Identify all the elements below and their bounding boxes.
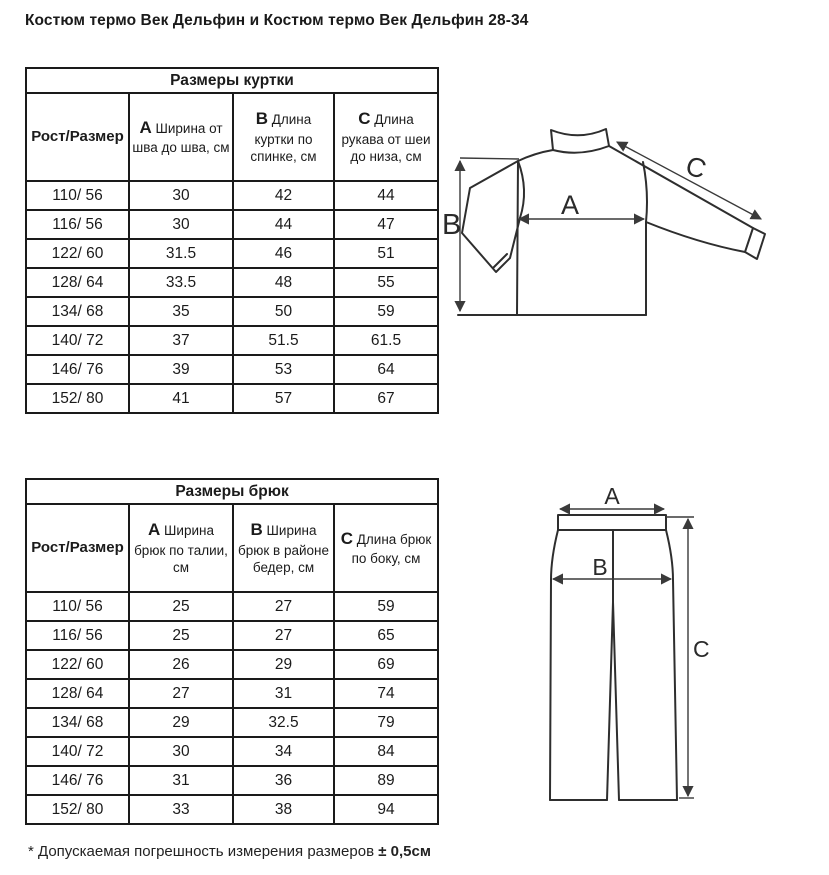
cell-c: 84 [334, 737, 438, 766]
cell-b: 57 [233, 384, 334, 413]
pants-right-side [666, 530, 677, 800]
table-row [26, 621, 438, 650]
pants-col-header-a [129, 504, 233, 592]
cell-c: 47 [334, 210, 438, 239]
cell-a: 29 [129, 708, 233, 737]
cell-b: 44 [233, 210, 334, 239]
col-letter-b: B [255, 109, 268, 129]
cell-b: 51.5 [233, 326, 334, 355]
cell-size: 152/ 80 [26, 795, 129, 824]
cell-b: 32.5 [233, 708, 334, 737]
size-column-label: Рост/Размер [31, 539, 124, 557]
cell-c: 65 [334, 621, 438, 650]
jacket-right-sleeve-top [609, 146, 753, 228]
cell-b: 27 [233, 621, 334, 650]
cell-a: 39 [129, 355, 233, 384]
cell-a: 33.5 [129, 268, 233, 297]
table-row [26, 737, 438, 766]
jacket-label-b: B [442, 209, 462, 241]
pants-inner-right-leg [613, 602, 619, 800]
col-desc-c: Длина рукава от шеи до низа, см [341, 112, 431, 165]
jacket-label-a: A [560, 190, 580, 220]
table-row [26, 766, 438, 795]
jacket-left-sleeve [462, 161, 520, 272]
cell-size: 146/ 76 [26, 766, 129, 795]
table-row [26, 210, 438, 239]
cell-size: 128/ 64 [26, 268, 129, 297]
table-row [26, 355, 438, 384]
cell-size: 146/ 76 [26, 355, 129, 384]
cell-b: 27 [233, 592, 334, 621]
table-row [26, 795, 438, 824]
col-letter-b: B [250, 520, 263, 540]
table-row [26, 181, 438, 210]
footnote-tolerance: ± 0,5см [378, 843, 431, 860]
cell-size: 134/ 68 [26, 297, 129, 326]
cell-b: 31 [233, 679, 334, 708]
cell-a: 26 [129, 650, 233, 679]
jacket-diagram [440, 100, 829, 350]
cell-a: 31.5 [129, 239, 233, 268]
table-row [26, 268, 438, 297]
col-letter-a: A [139, 118, 152, 138]
jacket-col-header-b [233, 93, 334, 181]
cell-c: 89 [334, 766, 438, 795]
pants-table-header-row [26, 504, 438, 592]
cell-c: 59 [334, 592, 438, 621]
jacket-right-sleeve-bottom [646, 222, 745, 252]
jacket-right-side [643, 162, 647, 315]
table-row [26, 650, 438, 679]
dimension-ext-b-top [460, 158, 519, 159]
cell-size: 152/ 80 [26, 384, 129, 413]
cell-a: 31 [129, 766, 233, 795]
pants-label-a: A [604, 483, 620, 509]
jacket-collar [551, 129, 609, 153]
cell-size: 140/ 72 [26, 737, 129, 766]
cell-a: 30 [129, 181, 233, 210]
cell-c: 79 [334, 708, 438, 737]
cell-c: 69 [334, 650, 438, 679]
col-letter-a: A [148, 520, 161, 540]
pants-label-b: B [592, 554, 608, 580]
jacket-col-header-a [129, 93, 233, 181]
jacket-table-header-row [26, 93, 438, 181]
col-desc-c: Длина брюк по боку, см [351, 532, 432, 567]
page-title: Костюм термо Век Дельфин и Костюм термо Век Дельфин 28-34 [25, 12, 529, 29]
col-desc-a: Ширина брюк по талии, см [134, 523, 228, 576]
cell-a: 25 [129, 592, 233, 621]
table-row [26, 708, 438, 737]
pants-col-header-size [26, 504, 129, 592]
jacket-table-title: Размеры куртки [26, 68, 438, 93]
cell-b: 36 [233, 766, 334, 795]
table-row [26, 679, 438, 708]
pants-label-c: C [693, 636, 710, 662]
col-desc-b: Длина куртки по спинке, см [250, 112, 317, 165]
col-desc-b: Ширина брюк в районе бедер, см [238, 523, 329, 576]
cell-size: 116/ 56 [26, 621, 129, 650]
jacket-table-title-row [26, 68, 438, 93]
cell-a: 33 [129, 795, 233, 824]
cell-a: 25 [129, 621, 233, 650]
table-row [26, 239, 438, 268]
table-row [26, 384, 438, 413]
cell-a: 27 [129, 679, 233, 708]
cell-size: 140/ 72 [26, 326, 129, 355]
footnote-text: * Допускаемая погрешность измерения размеров [28, 843, 375, 860]
cell-b: 34 [233, 737, 334, 766]
col-letter-c: C [340, 529, 353, 549]
cell-b: 50 [233, 297, 334, 326]
cell-a: 30 [129, 210, 233, 239]
cell-c: 44 [334, 181, 438, 210]
jacket-left-cuff [493, 254, 507, 268]
cell-a: 35 [129, 297, 233, 326]
jacket-col-header-size [26, 93, 129, 181]
cell-a: 41 [129, 384, 233, 413]
cell-c: 74 [334, 679, 438, 708]
pants-inner-left-leg [607, 602, 613, 800]
cell-size: 116/ 56 [26, 210, 129, 239]
cell-size: 122/ 60 [26, 239, 129, 268]
cell-c: 59 [334, 297, 438, 326]
cell-b: 42 [233, 181, 334, 210]
pants-col-header-c [334, 504, 438, 592]
cell-b: 46 [233, 239, 334, 268]
pants-diagram [520, 480, 829, 850]
pants-left-side [550, 530, 558, 800]
pants-size-table [25, 478, 439, 825]
col-letter-c: C [358, 109, 371, 129]
cell-size: 128/ 64 [26, 679, 129, 708]
jacket-label-c: C [682, 150, 710, 185]
cell-b: 29 [233, 650, 334, 679]
cell-b: 38 [233, 795, 334, 824]
jacket-col-header-c [334, 93, 438, 181]
pants-table-title-row [26, 479, 438, 504]
cell-c: 55 [334, 268, 438, 297]
cell-c: 61.5 [334, 326, 438, 355]
cell-b: 48 [233, 268, 334, 297]
cell-c: 94 [334, 795, 438, 824]
cell-size: 110/ 56 [26, 592, 129, 621]
table-row [26, 592, 438, 621]
cell-a: 37 [129, 326, 233, 355]
table-row [26, 297, 438, 326]
jacket-right-cuff [745, 228, 765, 259]
jacket-size-table [25, 67, 439, 414]
cell-size: 110/ 56 [26, 181, 129, 210]
size-column-label: Рост/Размер [31, 128, 124, 146]
cell-size: 122/ 60 [26, 650, 129, 679]
pants-table-title: Размеры брюк [26, 479, 438, 504]
cell-b: 53 [233, 355, 334, 384]
table-row [26, 326, 438, 355]
measurement-tolerance-note [28, 843, 431, 860]
cell-c: 51 [334, 239, 438, 268]
pants-col-header-b [233, 504, 334, 592]
cell-c: 67 [334, 384, 438, 413]
col-desc-a: Ширина от шва до шва, см [132, 121, 230, 156]
pants-waistband [558, 515, 666, 530]
cell-a: 30 [129, 737, 233, 766]
cell-size: 134/ 68 [26, 708, 129, 737]
cell-c: 64 [334, 355, 438, 384]
